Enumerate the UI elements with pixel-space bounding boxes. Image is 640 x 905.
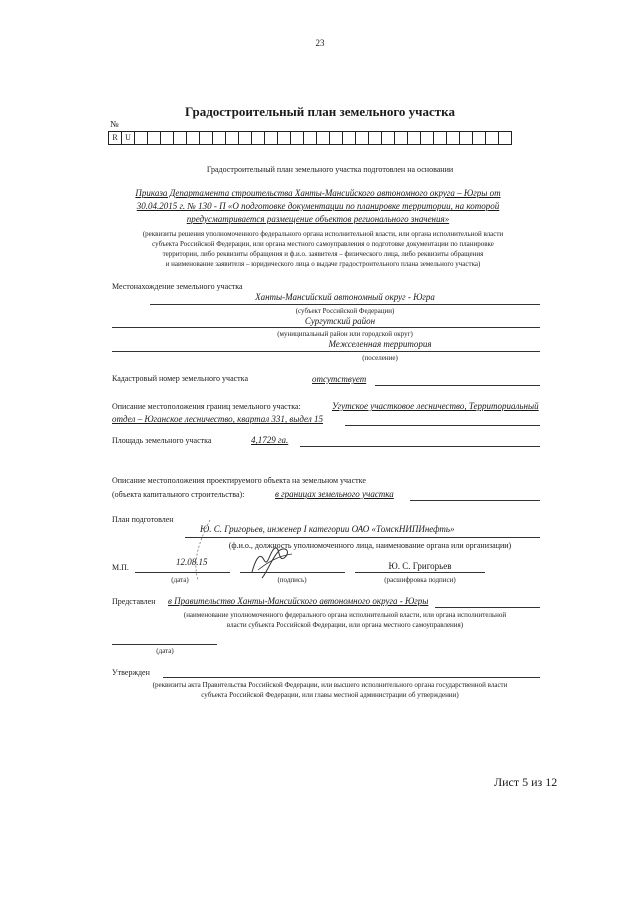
document-title: Градостроительный план земельного участка [185,104,455,119]
prepared-label: План подготовлен [112,515,174,524]
sheet-number: Лист 5 из 12 [494,775,558,789]
number-cell [460,131,473,145]
mp-label: М.П. [112,563,129,572]
number-cell [174,131,187,145]
number-cells [108,131,512,145]
number-label: № [110,119,119,129]
object-label-1: Описание местоположения проектируемого объекта на земельном участке [112,476,366,485]
number-cell [213,131,226,145]
cadastral-label: Кадастровый номер земельного участка [112,374,248,383]
number-cell [486,131,499,145]
number-cell [473,131,486,145]
object-value: в границах земельного участка [275,489,394,499]
number-cell [330,131,343,145]
basis-line-2: 30.04.2015 г. № 130 - П «О подготовке документации по планировке территории, на которой [136,201,500,211]
number-cell: R [109,131,122,145]
number-cell [226,131,239,145]
stamp-date: 12.08.15 [176,557,208,567]
basis-line-3: предусматривается размещение объектов регионального значения» [186,214,450,224]
approved-caption: (реквизиты акта Правительства Российской Федерации, или высшего исполнительного органа государственной власти субъекта Российской Федерации, или главы местной администрации об утверждении) [152,681,508,699]
number-cell [187,131,200,145]
boundaries-label: Описание местоположения границ земельного участка: [112,402,301,411]
cadastral-value: отсутствует [312,374,367,384]
number-cell [291,131,304,145]
number-cell: U [122,131,135,145]
number-cell [434,131,447,145]
number-cell [317,131,330,145]
number-cell [369,131,382,145]
stamp-date-caption: (дата) [171,576,189,584]
number-cell [395,131,408,145]
number-cell [421,131,434,145]
area-label: Площадь земельного участка [112,436,212,445]
number-cell [382,131,395,145]
number-cell [265,131,278,145]
number-cell [356,131,369,145]
presented-date-caption: (дата) [156,647,174,655]
decoded-name: Ю. С. Григорьев [388,561,452,571]
location-district: Сургутский район [304,316,376,326]
number-cell [447,131,460,145]
presented-value: в Правительство Ханты-Мансийского автономного округа - Югры [168,596,429,606]
location-label: Местонахождение земельного участка [112,282,243,291]
location-settlement-caption: (поселение) [362,354,398,362]
basis-intro: Градостроительный план земельного участка подготовлен на основании [206,165,454,174]
basis-caption: (реквизиты решения уполномоченного федерального органа исполнительной власти, или органа исполнительной власти субъекта Российской Федерации, или органа местного самоуправления о подготовке документации по планировке территории, либо реквизиты обращения и ф.и.о. заявителя – физического лица, либо реквизиты обращения и наименование заявителя – юридического лица о выдаче градостроительного плана земельного участка) [142,230,504,268]
prepared-value: Ю. С. Григорьев, инженер I категории ОАО «ТомскНИПИнефть» [200,524,455,534]
number-cell [200,131,213,145]
number-cell [135,131,148,145]
signature-image [180,500,300,590]
number-cell [304,131,317,145]
decoded-caption: (расшифровка подписи) [384,576,456,584]
presented-caption: (наименование уполномоченного федерального органа исполнительной власти, или органа исполнительной власти субъекта Российской Федерации, или органа местного самоуправления) [183,611,507,629]
number-cell [148,131,161,145]
boundaries-value-2: отдел – Юганское лесничество, квартал 331, выдел 15 [112,414,323,424]
number-cell [343,131,356,145]
number-cell [252,131,265,145]
approved-label: Утвержден [112,668,150,677]
boundaries-value-1: Угутское участковое лесничество, Территориальный [332,401,539,411]
presented-label: Представлен [112,597,156,606]
location-subject-caption: (субъект Российской Федерации) [295,307,395,315]
signature-caption: (подпись) [277,576,307,584]
number-cell [278,131,291,145]
number-cell [408,131,421,145]
object-label-2: (объекта капитального строительства): [112,490,245,499]
location-subject: Ханты-Мансийский автономный округ - Югра [255,292,435,302]
number-cell [499,131,512,145]
location-district-caption: (муниципальный район или городской округ) [277,330,413,338]
location-settlement: Межселенная территория [328,339,432,349]
basis-line-1: Приказа Департамента строительства Ханты-Мансийского автономного округа – Югры от [135,188,501,198]
number-cell [161,131,174,145]
area-value: 4,1729 га. [251,435,289,445]
prepared-caption: (ф.и.о., должность уполномоченного лица, наименование органа или организации) [228,541,512,550]
number-cell [239,131,252,145]
page-number: 23 [315,38,325,48]
